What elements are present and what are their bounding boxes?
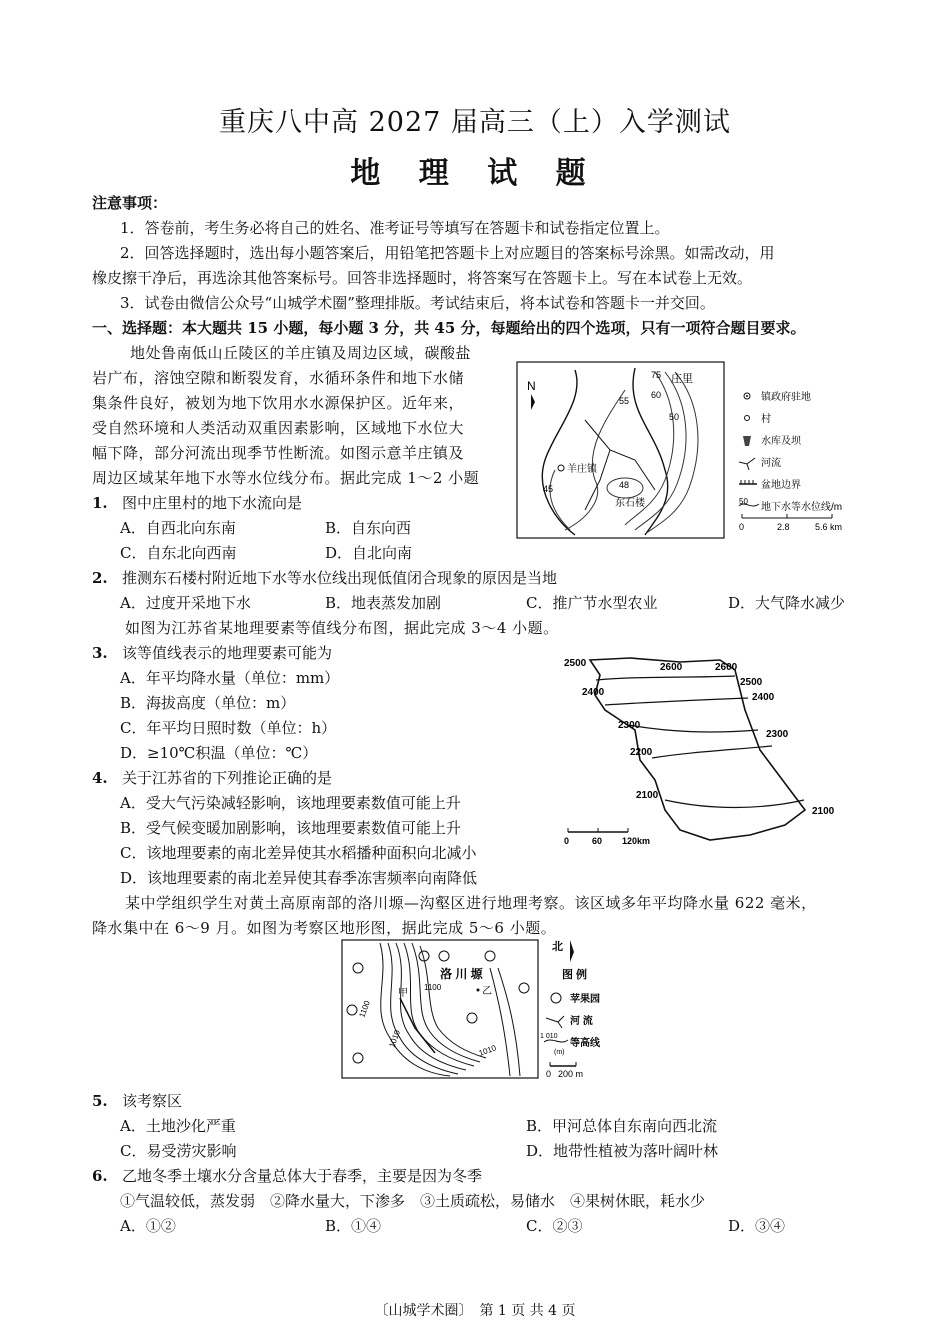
iso-2300-e: 2300 [766, 729, 789, 740]
q6-option-d: D．③④ [728, 1217, 786, 1235]
map1-label-yangzhuang: 羊庄镇 [567, 464, 597, 475]
passage2: 如图为江苏省某地理要素等值线分布图，据此完成 3～4 小题。 [125, 619, 559, 637]
q4-number: 4. [92, 769, 108, 787]
legend3-contour-unit: (m) [554, 1049, 565, 1056]
map1-label-zhuangli: 庄里 [671, 373, 693, 385]
q5-option-b: B．甲河总体自东南向西北流 [526, 1117, 718, 1135]
q5-stem: 该考察区 [121, 1092, 182, 1110]
q2-option-b: B．地表蒸发加剧 [325, 594, 442, 612]
jiangsu-isoline-map [560, 650, 850, 850]
q1-stem: 图中庄里村的地下水流向是 [121, 494, 302, 512]
q2-number: 2. [92, 569, 108, 587]
legend-basin: 盆地边界 [761, 480, 801, 491]
q3-option-d: D．≥10℃积温（单位：℃） [120, 744, 318, 762]
passage3-line2: 降水集中在 6～9 月。如图为考察区地形图，据此完成 5～6 小题。 [92, 919, 557, 937]
q3-option-c: C．年平均日照时数（单位：h） [120, 719, 337, 737]
map2-scale-120: 120km [622, 836, 651, 846]
groundwater-map [515, 360, 865, 540]
q1-number: 1. [92, 494, 108, 512]
q5-option-a: A．土地沙化严重 [120, 1117, 236, 1135]
passage1-line3: 集条件良好，被划为地下饮用水水源保护区。近年来， [92, 394, 465, 412]
q1-option-b: B．自东向西 [325, 519, 412, 537]
q2-option-d: D．大气降水减少 [728, 594, 846, 612]
legend3-contour-sym: 1 010 [540, 1033, 558, 1040]
q1-option-d: D．自北向南 [325, 544, 413, 562]
q1-option-c: C．自东北向西南 [120, 544, 237, 562]
iso-2600-b: 2600 [715, 662, 738, 673]
q4-option-c: C．该地理要素的南北差异使其水稻播种面积向北减小 [120, 844, 477, 862]
contour-45: 45 [543, 484, 554, 494]
contour-48: 48 [619, 480, 630, 490]
map3-scale-200: 200 m [558, 1069, 584, 1079]
q5-number: 5. [92, 1092, 108, 1110]
legend-village: 村 [761, 414, 771, 425]
iso-2600-a: 2600 [660, 662, 683, 673]
contour-1010-a: 1010 [387, 1028, 402, 1049]
legend-reservoir: 水库及坝 [761, 436, 801, 447]
q6-option-b: B．①④ [325, 1217, 382, 1235]
contour-1010-b: 1010 [477, 1043, 498, 1058]
passage1-line4: 受自然环境和人类活动双重因素影响，区域地下水位大 [92, 419, 465, 437]
passage1-line5: 幅下降，部分河流出现季节性断流。如图示意羊庄镇及 [92, 444, 465, 462]
notice-item-3: 3．试卷由微信公众号“山城学术圈”整理排版。考试结束后，将本试卷和答题卡一并交回。 [120, 294, 715, 312]
contour-75: 75 [651, 370, 662, 380]
map3-north: 北 [552, 941, 563, 953]
contour-1100-a: 1100 [424, 983, 442, 992]
contour-60: 60 [651, 390, 662, 400]
legend3-apple: 苹果园 [570, 994, 600, 1005]
page-footer: 〔山城学术圈〕 第 1 页 共 4 页 [374, 1303, 576, 1319]
q5-option-d: D．地带性植被为落叶阔叶林 [526, 1142, 719, 1160]
notice-item-2a: 2．回答选择题时，选出每小题答案后，用铅笔把答题卡上对应题目的答案标号涂黑。如需改动，用 [120, 244, 775, 262]
notice-item-1: 1．答卷前，考生务必将自己的姓名、准考证号等填写在答题卡和试卷指定位置上。 [120, 219, 670, 237]
label-jia: 甲 [398, 988, 408, 999]
loess-terrain-map [340, 938, 620, 1080]
q6-number: 6. [92, 1167, 108, 1185]
iso-2100-w: 2100 [636, 790, 659, 801]
q4-option-b: B．受气候变暖加剧影响，该地理要素数值可能上升 [120, 819, 462, 837]
iso-2200: 2200 [630, 747, 653, 758]
q6-option-c: C．②③ [526, 1217, 583, 1235]
page-title: 重庆八中高 2027 届高三（上）入学测试 [219, 107, 731, 138]
q6-option-a: A．①② [120, 1217, 176, 1235]
legend-contour-sym: 50 [739, 497, 748, 506]
place-luochuan: 洛 川 塬 [440, 967, 483, 981]
q5-option-c: C．易受涝灾影响 [120, 1142, 237, 1160]
map1-label-dongshilou: 东石楼 [615, 498, 645, 509]
section-heading: 一、选择题：本大题共 15 小题，每小题 3 分，共 45 分，每题给出的四个选项，只有一项符合题目要求。 [92, 319, 806, 337]
apple-icons [347, 951, 529, 1063]
iso-2500-e: 2500 [740, 677, 763, 688]
q3-stem: 该等值线表示的地理要素可能为 [121, 644, 332, 662]
notice-item-2b: 橡皮擦干净后，再选涂其他答案标号。回答非选择题时，将答案写在答题卡上。写在本试卷上无效。 [92, 269, 753, 287]
q4-option-d: D．该地理要素的南北差异使其春季冻害频率向南降低 [120, 869, 478, 887]
passage1-line1: 地处鲁南低山丘陵区的羊庄镇及周边区域，碳酸盐 [130, 344, 472, 362]
q2-stem: 推测东石楼村附近地下水等水位线出现低值闭合现象的原因是当地 [121, 569, 557, 587]
map2-scale-60: 60 [592, 836, 603, 846]
q6-stem: 乙地冬季土壤水分含量总体大于春季，主要是因为冬季 [121, 1167, 482, 1185]
q1-option-a: A．自西北向东南 [120, 519, 236, 537]
scale-5: 5.6 km [815, 522, 843, 532]
page-subtitle: 地 理 试 题 [350, 156, 600, 191]
q3-option-a: A．年平均降水量（单位：mm） [120, 669, 340, 687]
q6-items: ①气温较低，蒸发弱 ②降水量大，下渗多 ③土质疏松，易储水 ④果树休眠，耗水少 [120, 1192, 706, 1210]
contour-55: 55 [619, 396, 630, 406]
q3-option-b: B．海拔高度（单位：m） [120, 694, 296, 712]
legend-contour: 地下水等水位线/m [761, 502, 843, 513]
q2-option-c: C．推广节水型农业 [526, 594, 658, 612]
legend-river: 河流 [761, 458, 781, 469]
iso-2400-w: 2400 [582, 687, 605, 698]
q2-option-a: A．过度开采地下水 [120, 594, 251, 612]
map2-scale-0: 0 [564, 836, 570, 846]
north-label: N [527, 379, 536, 393]
contour-50: 50 [669, 412, 680, 422]
passage1-line2: 岩广布，溶蚀空隙和断裂发育，水循环条件和地下水储 [92, 369, 465, 387]
scale-0: 0 [739, 522, 745, 532]
label-yi: 乙 [482, 986, 492, 997]
notice-heading: 注意事项： [92, 194, 168, 212]
passage1-line6: 周边区域某年地下水等水位线分布。据此完成 1～2 小题 [92, 469, 480, 487]
legend-town: 镇政府驻地 [761, 392, 811, 403]
legend3-river: 河 流 [570, 1016, 593, 1027]
q3-number: 3. [92, 644, 108, 662]
iso-2300-w: 2300 [618, 720, 641, 731]
legend3-contour: 等高线 [570, 1038, 600, 1049]
iso-2500-w: 2500 [564, 658, 587, 669]
q4-stem: 关于江苏省的下列推论正确的是 [121, 769, 332, 787]
legend3-title: 图 例 [562, 969, 588, 981]
contour-1100-b: 1100 [357, 999, 372, 1019]
passage3-line1: 某中学组织学生对黄土高原南部的洛川塬—沟壑区进行地理考察。该区域多年平均降水量 622 毫米， [125, 894, 817, 912]
scale-2: 2.8 [777, 522, 790, 532]
iso-2100-e: 2100 [812, 806, 835, 817]
map3-scale-0: 0 [546, 1069, 552, 1079]
iso-2400-e: 2400 [752, 692, 775, 703]
q4-option-a: A．受大气污染减轻影响，该地理要素数值可能上升 [120, 794, 461, 812]
